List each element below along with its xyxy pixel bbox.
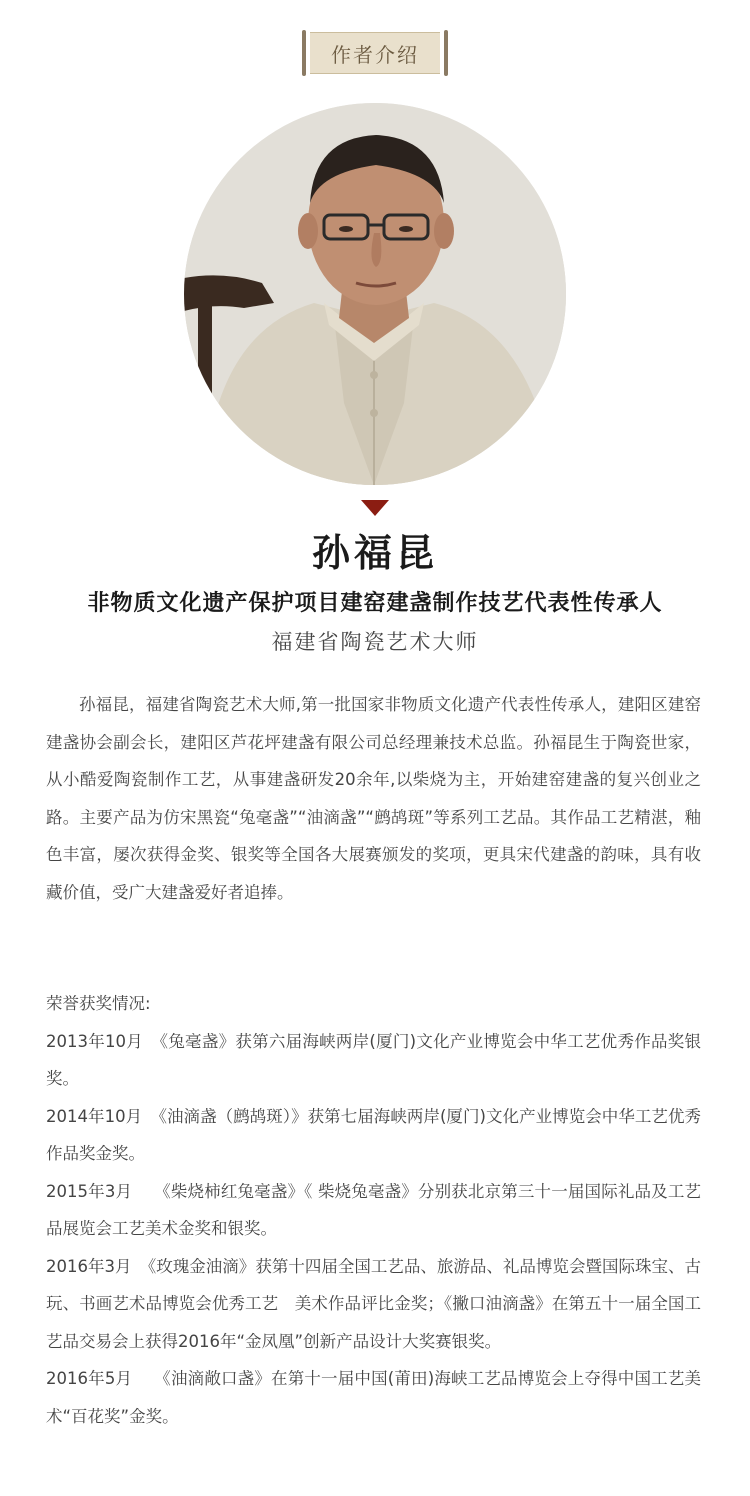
author-title-primary: 非物质文化遗产保护项目建窑建盏制作技艺代表性传承人 — [87, 590, 663, 616]
honor-item: 2016年5月 《油滴敞口盏》在第十一届中国(莆田)海峡工艺品博览会上夺得中国工艺美术“百花奖”金奖。 — [46, 1369, 701, 1426]
author-title-secondary: 福建省陶瓷艺术大师 — [271, 630, 479, 654]
pointer-triangle-icon — [361, 500, 389, 516]
honor-item: 2016年3月 《玫瑰金油滴》获第十四届全国工艺品、旅游品、礼品博览会暨国际珠宝、古玩、书画艺术品博览会优秀工艺 美术作品评比金奖；《撇口油滴盏》在第五十一届全国工艺品交易会上获得2016年“金凤凰”创新产品设计大奖赛银奖。 — [46, 1256, 701, 1351]
author-portrait — [184, 103, 566, 485]
honor-item: 2013年10月 《兔毫盏》获第六届海峡两岸(厦门)文化产业博览会中华工艺优秀作品奖银奖。 — [46, 1031, 701, 1088]
honor-item: 2015年3月 《柴烧柿红兔毫盏》《 柴烧兔毫盏》分别获北京第三十一届国际礼品及工艺品展览会工艺美术金奖和银奖。 — [46, 1181, 701, 1238]
section-tag — [302, 30, 448, 76]
author-bio: 孙福昆，福建省陶瓷艺术大师,第一批国家非物质文化遗产代表性传承人，建阳区建窑建盏协会副会长，建阳区芦花坪建盏有限公司总经理兼技术总监。孙福昆生于陶瓷世家，从小酷爱陶瓷制作工艺，从事建盏研发20余年,以柴烧为主，开始建窑建盏的复兴创业之路。主要产品为仿宋黑瓷“兔毫盏”“油滴盏”“鹧鸪斑”等系列工艺品。其作品工艺精湛，釉色丰富，屡次获得金奖、银奖等全国各大展赛颁发的奖项，更具宋代建盏的韵味，具有收藏价值，受广大建盏爱好者追捧。 — [46, 695, 701, 902]
section-tag-label: 作者介绍 — [310, 32, 440, 74]
honors-section — [46, 985, 701, 1435]
scroll-rod-right — [444, 30, 448, 76]
honors-heading: 荣誉获奖情况: — [46, 994, 151, 1013]
author-name: 孙福昆 — [311, 530, 438, 575]
scroll-rod-left — [302, 30, 306, 76]
honor-item: 2014年10月 《油滴盏（鹧鸪斑）》获第七届海峡两岸(厦门)文化产业博览会中华工艺优秀作品奖金奖。 — [46, 1106, 701, 1163]
